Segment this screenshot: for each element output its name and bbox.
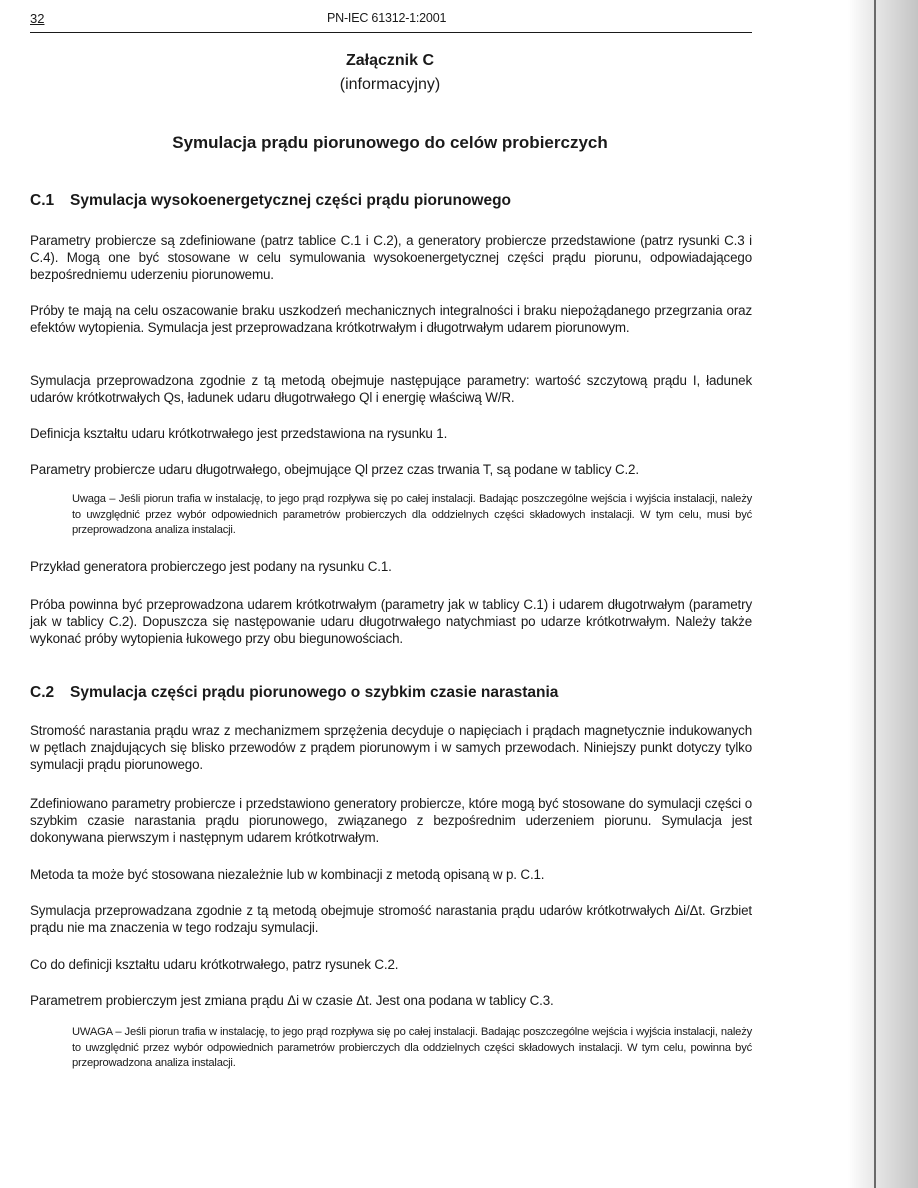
paragraph: Próba powinna być przeprowadzona udarem krótkotrwałym (parametry jak w tablicy C.1) i udarem długotrwałym (parametry jak w tablicy C.2). Dopuszcza się następowanie udaru długotrwałego natychmiast po udarze krótkotrwałym. Należy także wykonać próby wytopienia łukowego przy obu biegunowościach. (30, 597, 752, 646)
annex-subtitle: (informacyjny) (339, 76, 441, 93)
scan-edge-line (874, 0, 876, 1188)
section-heading-c1 (30, 192, 511, 210)
paragraph: Zdefiniowano parametry probiercze i przedstawiono generatory probiercze, które mogą być stosowane do symulacji części o szybkim czasie narastania prądu piorunowego, związanego z bezpośrednim uderzeniem piorunu. Symulacja jest dokonywana pierwszym i następnym udarem krótkotrwałym. (30, 796, 752, 845)
paragraph: Symulacja przeprowadzana zgodnie z tą metodą obejmuje stromość narastania prądu udarów krótkotrwałych Δi/Δt. Grzbiet prądu nie ma znaczenia w tego rodzaju symulacji. (30, 903, 752, 935)
section-number: C.2 (30, 684, 55, 701)
document-title: Symulacja prądu piorunowego do celów probierczych (172, 133, 608, 152)
note: Uwaga – Jeśli piorun trafia w instalację, to jego prąd rozpływa się po całej instalacji. Badając poszczególne wejścia i wyjścia instalacji, należy to uwzględnić przez wybór odpowiednich parametrów probierczych dla oddzielnych części składowych instalacji. W tym celu, musi być przeprowadzona analiza instalacji. (72, 493, 752, 536)
paragraph: Co do definicji kształtu udaru krótkotrwałego, patrz rysunek C.2. (30, 957, 399, 972)
paragraph: Symulacja przeprowadzona zgodnie z tą metodą obejmuje następujące parametry: wartość szczytową prądu I, ładunek udarów krótkotrwałych Qs, ładunek udaru długotrwałego Ql i energię właściwą W/R. (30, 373, 752, 405)
scan-edge-shadow (848, 0, 918, 1188)
note: UWAGA – Jeśli piorun trafia w instalację, to jego prąd rozpływa się po całej instalacji. Badając poszczególne wejścia i wyjścia instalacji, należy to uwzględnić przez wybór odpowiednich parametrów probierczych dla oddzielnych części składowych instalacji. W tym celu, powinna być przeprowadzona analiza instalacji. (72, 1026, 752, 1069)
paragraph: Parametrem probierczym jest zmiana prądu Δi w czasie Δt. Jest ona podana w tablicy C.3. (30, 993, 554, 1008)
paragraph: Metoda ta może być stosowana niezależnie lub w kombinacji z metodą opisaną w p. C.1. (30, 867, 545, 882)
section-title: Symulacja części prądu piorunowego o szybkim czasie narastania (70, 684, 559, 701)
standard-identifier: PN-IEC 61312-1:2001 (327, 11, 447, 25)
section-heading-c2 (30, 684, 558, 702)
section-title: Symulacja wysokoenergetycznej części prądu piorunowego (70, 192, 512, 209)
section-number: C.1 (30, 192, 55, 209)
paragraph: Próby te mają na celu oszacowanie braku uszkodzeń mechanicznych integralności i braku niepożądanego przegrzania oraz efektów wytopienia. Symulacja jest przeprowadzana krótkotrwałym i długotrwałym udarem piorunowym. (30, 303, 752, 335)
paragraph: Definicja kształtu udaru krótkotrwałego jest przedstawiona na rysunku 1. (30, 426, 448, 441)
page-header (30, 10, 752, 33)
annex-title: Załącznik C (345, 52, 435, 69)
paragraph: Parametry probiercze udaru długotrwałego, obejmujące Ql przez czas trwania T, są podane w tablicy C.2. (30, 462, 639, 477)
page-number: 32 (30, 11, 45, 26)
paragraph: Przykład generatora probierczego jest podany na rysunku C.1. (30, 559, 392, 574)
paragraph: Parametry probiercze są zdefiniowane (patrz tablice C.1 i C.2), a generatory probiercze przedstawione (patrz rysunki C.3 i C.4). Mogą one być stosowane w celu symulowania wysokoenergetycznej części prądu piorunu, odpowiadającego bezpośredniemu uderzeniu piorunowemu. (30, 233, 752, 282)
paragraph: Stromość narastania prądu wraz z mechanizmem sprzężenia decyduje o napięciach i prądach magnetycznie indukowanych w pętlach znajdujących się blisko przewodów z prądem piorunowym i w samych przewodach. Niniejszy punkt dotyczy tylko symulacji prądu piorunowego. (30, 723, 752, 772)
